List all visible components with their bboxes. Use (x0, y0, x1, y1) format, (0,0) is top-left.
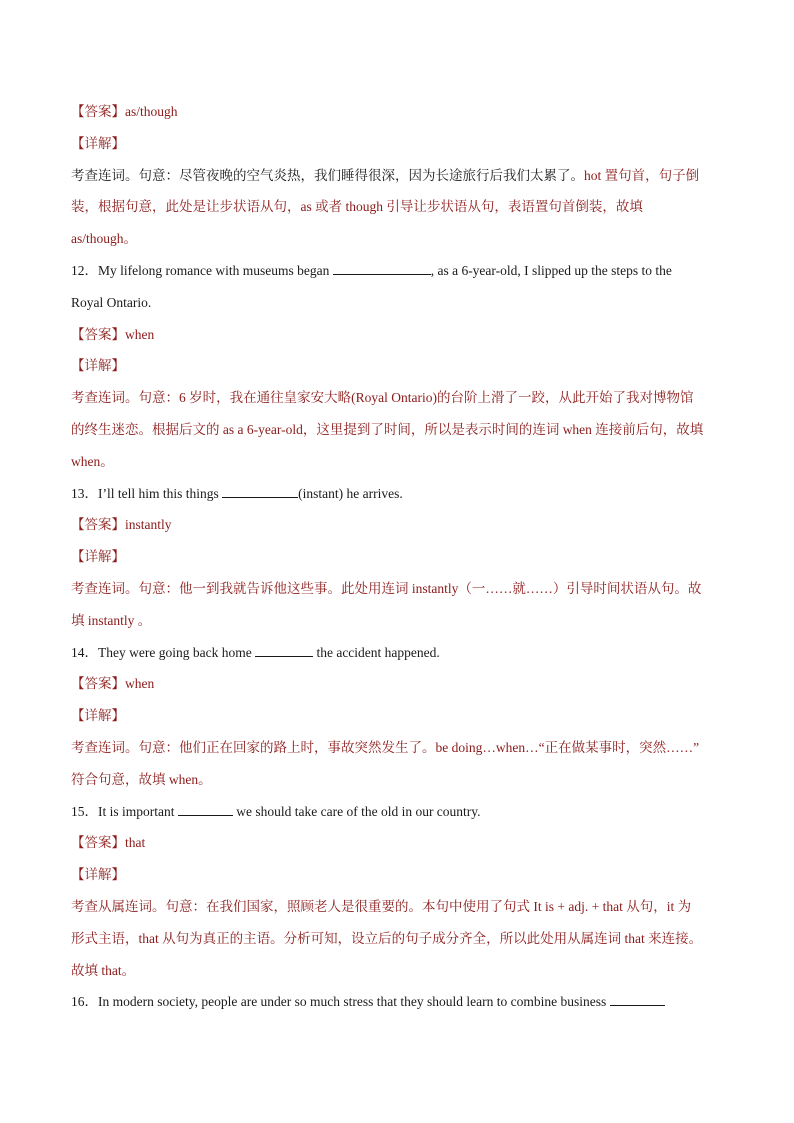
answer-blank[interactable] (178, 803, 233, 816)
explanation-text: as/though。 (71, 231, 137, 247)
explanation-line (71, 191, 723, 223)
answer-text: when (125, 326, 155, 342)
explanation-text: 考查从属连词。句意：在我们国家，照顾老人是很重要的。本句中使用了句式 It is + adj. + that 从句，it 为 (71, 898, 692, 914)
explanation-text: 符合句意，故填 when。 (71, 771, 212, 787)
explanation-text: 考查连词。句意：尽管夜晚的空气炎热，我们睡得很深，因为长途旅行后我们太累了。 (71, 167, 584, 183)
explanation-text: 填 instantly 。 (71, 612, 152, 628)
document-page (71, 96, 723, 1018)
explanation-text: 考查连词。句意：他一到我就告诉他这些事。此处用连词 instantly（一……就……）引导时间状语从句。故 (71, 580, 702, 596)
question-13 (71, 478, 723, 510)
question-text: (instant) he arrives. (298, 485, 403, 501)
question-15 (71, 796, 723, 828)
question-text: 15．It is important (71, 803, 178, 819)
detail-tag: 【详解】 (71, 708, 125, 724)
detail-tag-q13 (71, 541, 723, 573)
explanation-line (71, 446, 723, 478)
answer-tag: 【答案】 (71, 104, 125, 119)
answer-blank[interactable] (333, 262, 431, 275)
explanation-text: as 或者 though 引导让步状语从句，表语置句首倒装，故填 (300, 199, 643, 215)
answer-text: that (125, 835, 146, 851)
question-text: we should take care of the old in our country. (232, 803, 481, 819)
detail-tag-q11 (71, 128, 723, 160)
explanation-line (71, 923, 723, 955)
explanation-line (71, 732, 723, 764)
explanation-text: 考查连词。句意：6 岁时，我在通往皇家安大略(Royal Ontario)的台阶上滑了一跤，从此开始了我对博物馆 (71, 390, 694, 406)
explanation-line (71, 382, 723, 414)
answer-blank[interactable] (255, 644, 313, 657)
question-14 (71, 637, 723, 669)
question-text: 16．In modern society, people are under so much stress that they should learn to combine business (71, 994, 610, 1010)
detail-tag: 【详解】 (71, 135, 125, 151)
answer-line-q15 (71, 827, 723, 859)
question-text: the accident happened. (313, 644, 440, 660)
explanation-line (71, 955, 723, 987)
answer-tag: 【答案】 (71, 326, 125, 342)
explanation-text: 形式主语，that 从句为真正的主语。分析可知，设立后的句子成分齐全，所以此处用从属连词 that 来连接。 (71, 930, 703, 946)
question-text: 12．My lifelong romance with museums began (71, 262, 333, 278)
detail-tag-q12 (71, 350, 723, 382)
explanation-line (71, 573, 723, 605)
explanation-line (71, 605, 723, 637)
question-text: 13．I’ll tell him this things (71, 485, 223, 501)
answer-text: instantly (125, 517, 172, 533)
explanation-line (71, 223, 723, 255)
explanation-line (71, 160, 723, 192)
explanation-line (71, 891, 723, 923)
detail-tag: 【详解】 (71, 358, 125, 374)
answer-line-q14 (71, 668, 723, 700)
answer-tag: 【答案】 (71, 835, 125, 851)
detail-tag: 【详解】 (71, 549, 125, 565)
explanation-text: hot 置句首，句子倒 (584, 167, 700, 183)
explanation-text: 的终生迷恋。根据后文的 as a 6-year-old，这里提到了时间，所以是表示时间的连词 when 连接前后句，故填 (71, 421, 704, 437)
question-text: 14．They were going back home (71, 644, 256, 660)
detail-tag-q15 (71, 859, 723, 891)
answer-line-q11 (71, 96, 723, 128)
explanation-line (71, 764, 723, 796)
answer-line-q12 (71, 319, 723, 351)
question-12 (71, 255, 723, 287)
explanation-line (71, 414, 723, 446)
answer-line-q13 (71, 509, 723, 541)
answer-blank[interactable] (610, 993, 665, 1006)
explanation-text: 考查连词。句意：他们正在回家的路上时，事故突然发生了。be doing…when…“正在做某事时，突然……” (71, 739, 700, 755)
answer-tag: 【答案】 (71, 676, 125, 692)
question-12-cont (71, 287, 723, 319)
explanation-text: when。 (71, 453, 114, 469)
answer-text: as/though (125, 104, 178, 119)
answer-blank[interactable] (222, 485, 298, 498)
question-16 (71, 986, 723, 1018)
detail-tag: 【详解】 (71, 867, 125, 883)
explanation-text: 装，根据句意，此处是让步状语从句， (71, 199, 301, 215)
detail-tag-q14 (71, 700, 723, 732)
question-text: Royal Ontario. (71, 294, 152, 310)
answer-text: when (125, 676, 155, 692)
question-text: , as a 6-year-old, I slipped up the steps to the (430, 262, 672, 278)
answer-tag: 【答案】 (71, 517, 125, 533)
explanation-text: 故填 that。 (71, 962, 136, 978)
